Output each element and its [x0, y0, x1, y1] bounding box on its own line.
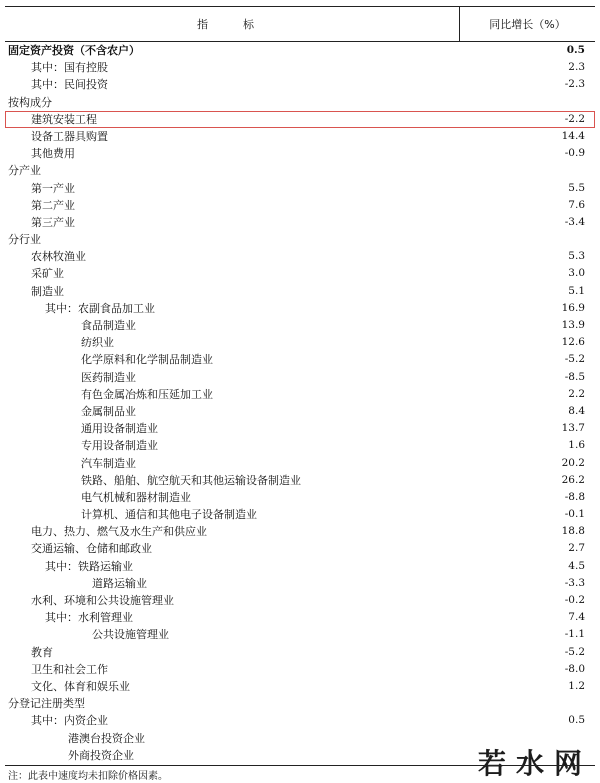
row-label: 其中：内资企业: [31, 714, 108, 728]
row-value: 2.7: [568, 542, 585, 555]
row-label: 化学原料和化学制品制造业: [81, 353, 213, 367]
table-row: [5, 609, 595, 626]
table-row: [5, 265, 595, 282]
row-label: 第二产业: [31, 198, 75, 212]
row-label: 其中：铁路运输业: [45, 559, 133, 573]
row-label: 纺织业: [81, 336, 114, 350]
table-row: [5, 76, 595, 93]
row-value: -0.9: [564, 147, 585, 160]
row-label: 港澳台投资企业: [68, 731, 145, 745]
row-value: 3.0: [568, 267, 585, 280]
row-value: -2.2: [564, 112, 585, 125]
row-value: -5.2: [564, 353, 585, 366]
table-row: [5, 162, 595, 179]
table-row: [5, 678, 595, 695]
row-label: 建筑安装工程: [31, 112, 97, 126]
table-row-highlighted: [5, 111, 595, 128]
table-row: [5, 197, 595, 214]
table-bottom-rule: [5, 765, 595, 766]
table-row: [5, 128, 595, 145]
table-row: [5, 506, 595, 523]
row-value: 0.5: [568, 714, 585, 727]
row-value: 13.7: [561, 422, 585, 435]
row-value: 20.2: [561, 456, 585, 469]
table-row: [5, 351, 595, 368]
row-value: 4.5: [568, 559, 585, 572]
row-label: 通用设备制造业: [81, 422, 158, 436]
table-row: [5, 94, 595, 111]
row-label: 第一产业: [31, 181, 75, 195]
table-row: [5, 283, 595, 300]
row-value: 26.2: [561, 473, 585, 486]
row-label: 专用设备制造业: [81, 439, 158, 453]
row-label: 医药制造业: [81, 370, 136, 384]
table-row: [5, 575, 595, 592]
table-row: [5, 334, 595, 351]
row-value: 7.6: [568, 198, 585, 211]
row-label: 道路运输业: [92, 576, 147, 590]
table-row: [5, 180, 595, 197]
row-label: 其中：农副食品加工业: [45, 301, 155, 315]
row-value: -0.2: [564, 594, 585, 606]
row-label: 汽车制造业: [81, 456, 136, 470]
table-row: [5, 317, 595, 334]
table-row: [5, 386, 595, 403]
row-label: 教育: [31, 645, 53, 659]
header-indicator: 指 标: [197, 18, 266, 31]
row-label: 农林牧渔业: [31, 250, 86, 264]
table-row: [5, 540, 595, 557]
row-label: 电气机械和器材制造业: [81, 490, 191, 504]
row-label: 交通运输、仓储和邮政业: [31, 542, 152, 556]
table-row: [5, 712, 595, 729]
table-row: [5, 558, 595, 575]
table-row: [5, 592, 595, 609]
row-label: 食品制造业: [81, 319, 136, 332]
row-label: 第三产业: [31, 215, 75, 229]
row-value: -8.5: [564, 370, 585, 383]
row-label: 金属制品业: [81, 404, 136, 418]
table-row: [5, 472, 595, 489]
row-value: -2.3: [564, 78, 585, 91]
table-body: [5, 42, 595, 764]
row-value: -8.8: [564, 490, 585, 503]
table-row: [5, 248, 595, 265]
row-label: 制造业: [31, 284, 64, 298]
table-row: [5, 437, 595, 454]
row-value: 2.2: [568, 387, 585, 400]
table-header: [5, 7, 595, 42]
row-value: 0.5: [566, 44, 585, 56]
table-row: [5, 145, 595, 162]
row-label: 固定资产投资（不含农户）: [8, 44, 140, 57]
row-value: -3.4: [564, 215, 585, 228]
row-label: 文化、体育和娱乐业: [31, 679, 130, 693]
table-row: [5, 523, 595, 540]
row-label: 按构成分: [8, 95, 52, 109]
row-label: 分登记注册类型: [8, 697, 85, 711]
row-value: -1.1: [564, 628, 585, 641]
row-value: 12.6: [561, 336, 585, 349]
row-label: 设备工器具购置: [31, 129, 108, 143]
row-value: 13.9: [561, 319, 585, 331]
table-note: 注：此表中速度均未扣除价格因素。: [8, 771, 168, 782]
row-label: 计算机、通信和其他电子设备制造业: [81, 508, 257, 522]
table-row: [5, 455, 595, 472]
table-row: [5, 42, 595, 59]
row-value: 1.2: [568, 679, 585, 692]
row-label: 其中：水利管理业: [45, 611, 133, 625]
row-label: 有色金属冶炼和压延加工业: [81, 387, 213, 401]
row-value: 5.3: [568, 250, 585, 263]
row-label: 外商投资企业: [68, 748, 134, 762]
row-value: 5.1: [568, 284, 585, 297]
row-label: 卫生和社会工作: [31, 662, 108, 676]
row-label: 电力、热力、燃气及水生产和供应业: [31, 525, 207, 539]
row-label: 分产业: [8, 164, 41, 178]
row-label: 水利、环境和公共设施管理业: [31, 594, 174, 607]
table-row: [5, 661, 595, 678]
row-value: -3.3: [564, 576, 585, 589]
table-row: [5, 300, 595, 317]
table-row: [5, 369, 595, 386]
header-divider: [459, 7, 460, 41]
row-value: 1.6: [568, 439, 585, 452]
row-value: 8.4: [568, 404, 585, 417]
row-label: 分行业: [8, 233, 41, 247]
row-value: -0.1: [564, 508, 585, 521]
row-value: 18.8: [561, 525, 585, 538]
watermark-logo: 若水网: [477, 747, 592, 780]
row-label: 铁路、船舶、航空航天和其他运输设备制造业: [81, 473, 301, 487]
table-row: [5, 59, 595, 76]
row-value: -8.0: [564, 662, 585, 675]
table-row: [5, 695, 595, 712]
row-label: 公共设施管理业: [92, 628, 169, 642]
row-value: 2.3: [568, 61, 585, 74]
table-row: [5, 420, 595, 437]
row-value: -5.2: [564, 645, 585, 658]
table-row: [5, 489, 595, 506]
row-label: 采矿业: [31, 267, 64, 281]
row-value: 14.4: [561, 129, 585, 142]
row-value: 7.4: [568, 611, 585, 624]
table-row: [5, 626, 595, 643]
row-value: 5.5: [568, 181, 585, 194]
table-row: [5, 231, 595, 248]
header-growth: 同比增长（%）: [489, 18, 566, 31]
row-label: 其中：国有控股: [31, 61, 108, 75]
table-row: [5, 644, 595, 661]
row-label: 其中：民间投资: [31, 78, 108, 92]
table-row: [5, 214, 595, 231]
row-label: 其他费用: [31, 147, 75, 161]
table-row: [5, 403, 595, 420]
row-value: 16.9: [561, 301, 585, 314]
